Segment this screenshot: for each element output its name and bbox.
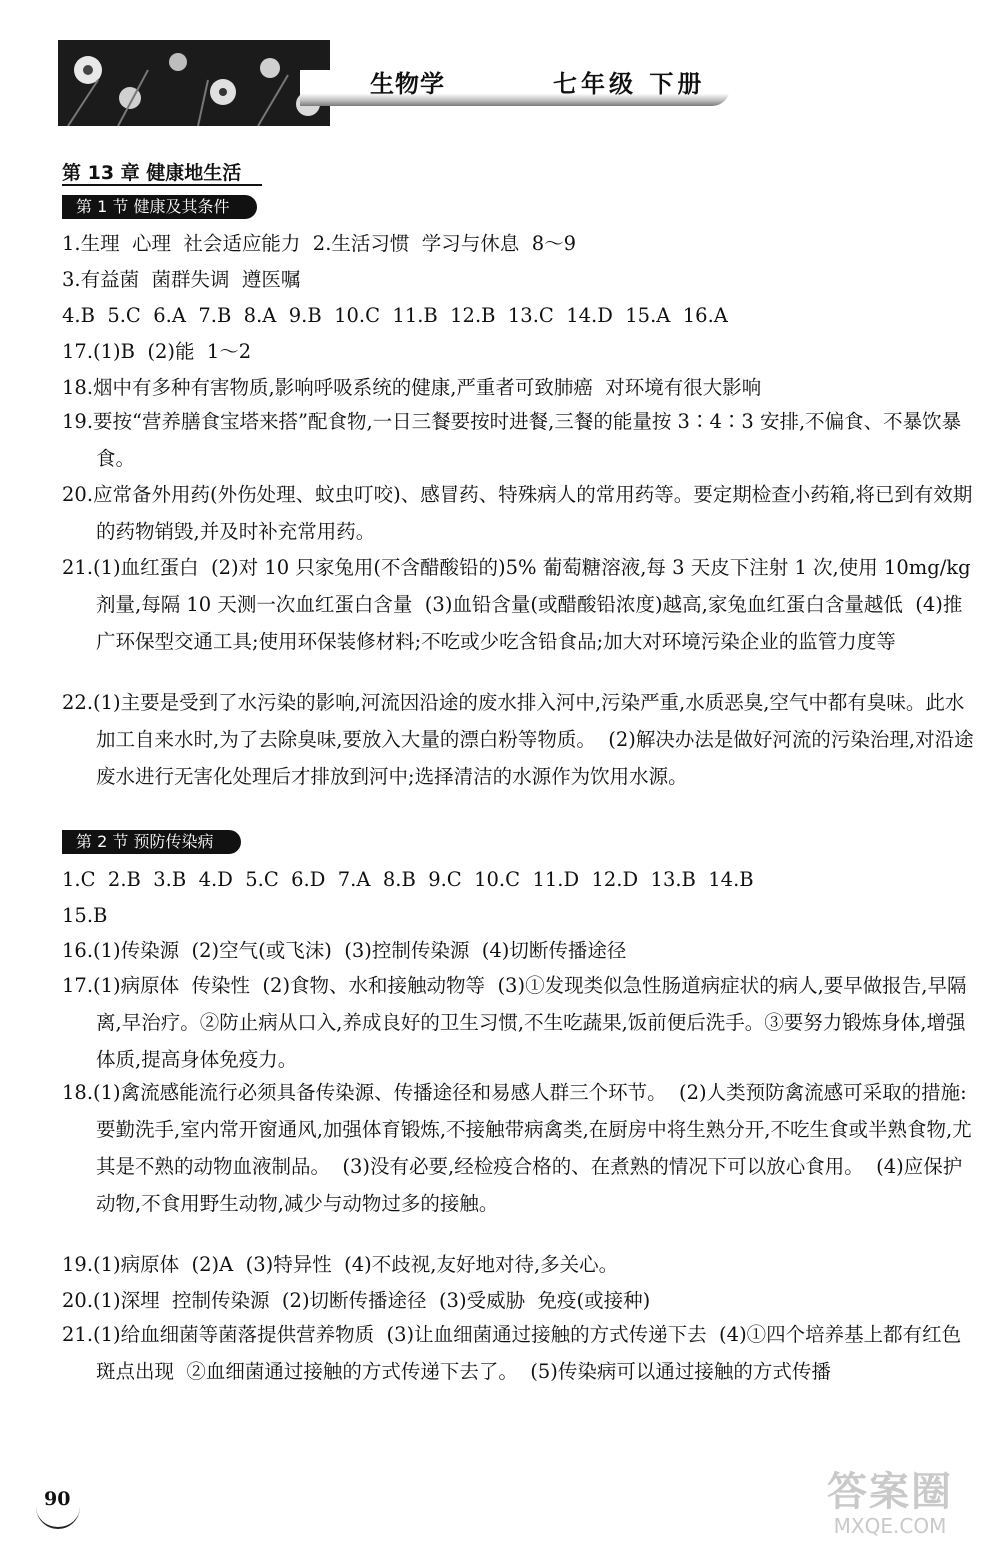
answer-line: 18.(1)禽流感能流行必须具备传染源、传播途径和易感人群三个环节。 (2)人类预防禽流感可采取的措施:要勤洗手,室内常开窗通风,加强体育锻炼,不接触带病禽类,在厨房中将生熟分开,不吃生食或半熟食物,尤其是不熟的动物血液制品。 (3)没有必要,经检疫合格的、在煮熟的情况下可以放心食用。 (4)应保护动物,不食用野生动物,减少与动物过多的接触。 — [62, 1081, 972, 1215]
answer-line: 22.(1)主要是受到了水污染的影响,河流因沿途的废水排入河中,污染严重,水质恶臭,空气中都有臭味。此水加工自来水时,为了去除臭味,要放入大量的漂白粉等物质。 (2)解决办法是做好河流的污染治理,对沿途废水进行无害化处理后才排放到河中;选择清洁的水源作为饮用水源。 — [62, 691, 974, 788]
page-number: 90 — [44, 1488, 71, 1510]
answer-line: 18.烟中有多种有害物质,影响呼吸系统的健康,严重者可致肺癌 对环境有很大影响 — [62, 376, 762, 399]
answer-line: 19.要按“营养膳食宝塔来搭”配食物,一日三餐要按时进餐,三餐的能量按 3∶4∶3 安排,不偏食、不暴饮暴食。 — [62, 410, 962, 470]
section-2-label: 第 2 节 预防传染病 — [62, 830, 241, 854]
answer-line: 20.(1)深埋 控制传染源 (2)切断传播途径 (3)受威胁 免疫(或接种) — [62, 1289, 651, 1312]
book-subject: 生物学 — [370, 70, 445, 98]
answer-line: 1.C 2.B 3.B 4.D 5.C 6.D 7.A 8.B 9.C 10.C 11.D 12.D 13.B 14.B — [62, 868, 754, 891]
answer-line: 20.应常备外用药(外伤处理、蚊虫叮咬)、感冒药、特殊病人的常用药等。要定期检查小药箱,将已到有效期的药物销毁,并及时补充常用药。 — [62, 483, 973, 543]
watermark-url: MXQE.COM — [833, 1514, 947, 1538]
section-1-label: 第 1 节 健康及其条件 — [62, 195, 257, 219]
answer-line: 21.(1)血红蛋白 (2)对 10 只家兔用(不含醋酸铅的)5% 葡萄糖溶液,每 3 天皮下注射 1 次,使用 10mg/kg 剂量,每隔 10 天测一次血红蛋白含量 (3)血铅含量(或醋酸铅浓度)越高,家兔血红蛋白含量越低 (4)推广环保型交通工具;使用环保装修材料;不吃或少吃含铅食品;加大对环境污染企业的监管力度等 — [62, 556, 977, 653]
watermark — [800, 1470, 980, 1540]
answer-line: 1.生理 心理 社会适应能力 2.生活习惯 学习与休息 8～9 — [62, 232, 577, 255]
book-grade: 七年级 下册 — [553, 70, 706, 98]
answer-line: 16.(1)传染源 (2)空气(或飞沫) (3)控制传染源 (4)切断传播途径 — [62, 939, 627, 962]
answer-line: 19.(1)病原体 (2)A (3)特异性 (4)不歧视,友好地对待,多关心。 — [62, 1253, 619, 1276]
watermark-title: 答案圈 — [827, 1469, 953, 1515]
answer-line: 17.(1)B (2)能 1～2 — [62, 340, 252, 363]
page-number-arc — [36, 1505, 80, 1529]
answer-line: 21.(1)给血细菌等菌落提供营养物质 (3)让血细菌通过接触的方式传递下去 (4)①四个培养基上都有红色斑点出现 ②血细菌通过接触的方式传递下去了。 (5)传染病可以通过接触的方式传播 — [62, 1323, 962, 1383]
chapter-title: 第 13 章 健康地生活 — [62, 162, 242, 184]
chapter-underline — [62, 184, 262, 186]
answer-line: 4.B 5.C 6.A 7.B 8.A 9.B 10.C 11.B 12.B 13.C 14.D 15.A 16.A — [62, 304, 728, 327]
answer-line: 17.(1)病原体 传染性 (2)食物、水和接触动物等 (3)①发现类似急性肠道病症状的病人,要早做报告,早隔离,早治疗。②防止病从口入,养成良好的卫生习惯,不生吃蔬果,饭前便后洗手。③要努力锻炼身体,增强体质,提高身体免疫力。 — [62, 974, 967, 1071]
header-flower-photo — [58, 40, 330, 126]
answer-line: 3.有益菌 菌群失调 遵医嘱 — [62, 268, 301, 291]
answer-line: 15.B — [62, 904, 108, 927]
